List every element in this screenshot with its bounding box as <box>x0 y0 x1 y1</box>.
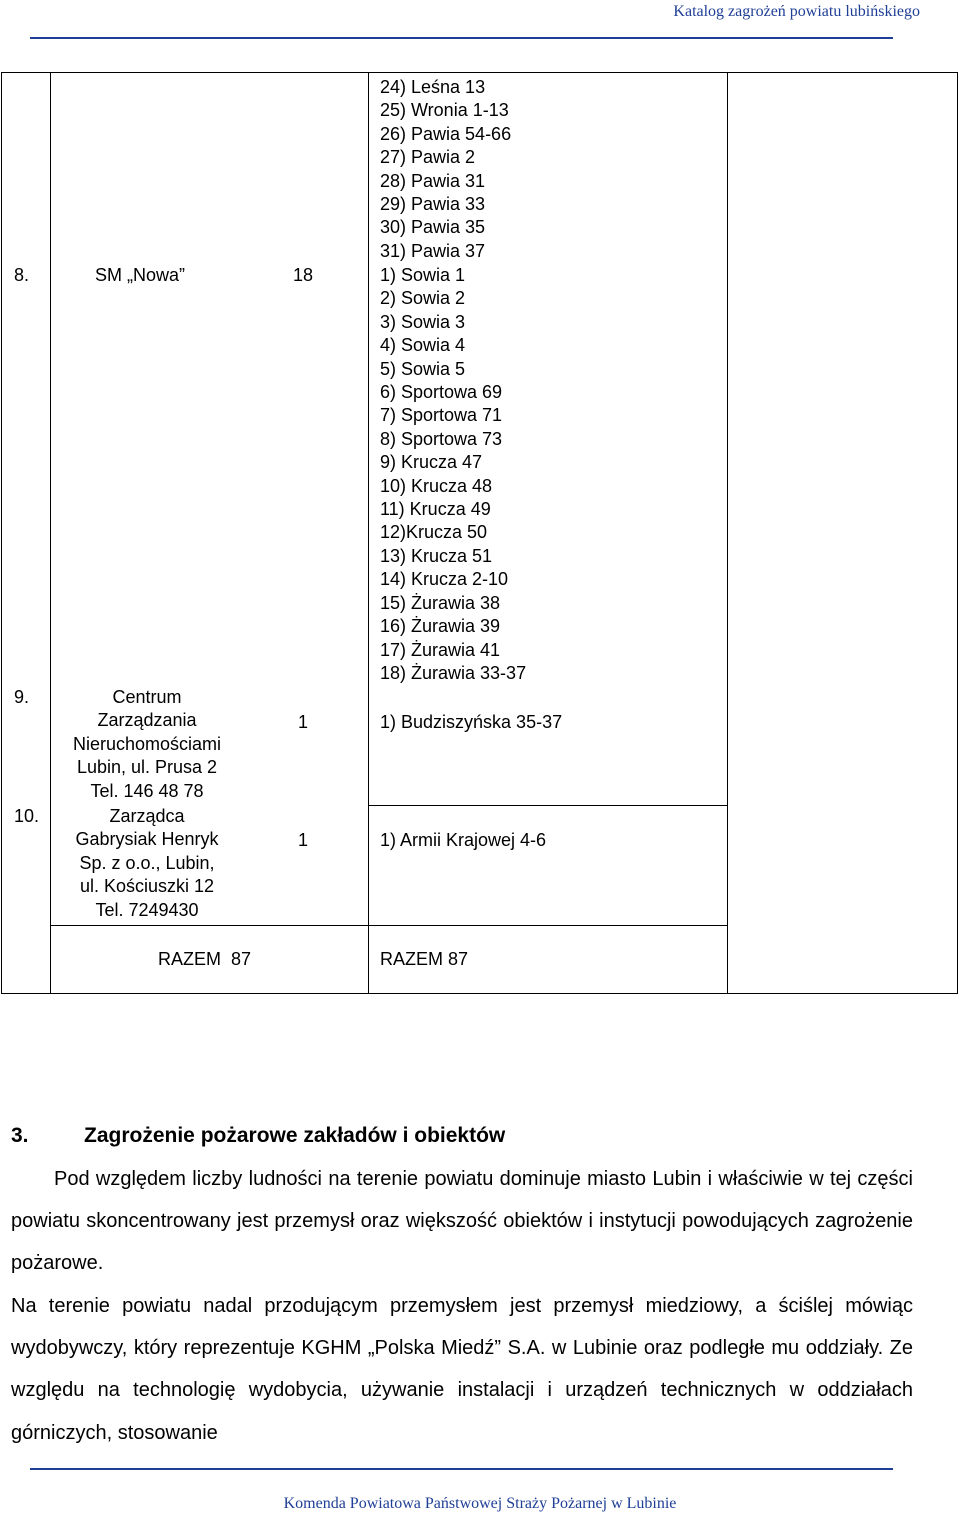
street-item: 2) Sowia 2 <box>380 288 466 309</box>
entity-name-line: Sp. z o.o., Lubin, <box>79 852 215 873</box>
street-item: 1) Armii Krajowej 4-6 <box>380 830 547 850</box>
street-item: 26) Pawia 54-66 <box>380 123 512 144</box>
street-item: 31) Pawia 37 <box>380 240 486 261</box>
street-item: 14) Krucza 2-10 <box>380 569 509 590</box>
entity-name-line: ul. Kościuszki 12 <box>79 876 215 897</box>
section-title: Zagrożenie pożarowe zakładów i obiektów <box>84 1124 506 1147</box>
building-count: 1 <box>298 712 309 732</box>
total-right: RAZEM 87 <box>380 949 469 969</box>
table-row-divider <box>50 925 728 926</box>
table-column-divider <box>368 72 369 994</box>
row-number: 8. <box>14 265 30 285</box>
street-item: 10) Krucza 48 <box>380 475 493 496</box>
street-item: 9) Krucza 47 <box>380 452 483 473</box>
table-column-divider <box>50 72 51 994</box>
entity-name: SM „Nowa” <box>95 265 186 285</box>
street-item: 17) Żurawia 41 <box>380 639 501 660</box>
header-divider <box>30 37 893 39</box>
row-number: 9. <box>14 687 30 707</box>
total-left: RAZEM 87 <box>158 949 252 969</box>
street-item: 13) Krucza 51 <box>380 545 493 566</box>
street-item: 3) Sowia 3 <box>380 311 466 332</box>
table-column-divider <box>727 72 728 994</box>
entity-name-line: Zarządzania <box>97 710 197 731</box>
footer-divider <box>30 1468 893 1470</box>
street-item: 7) Sportowa 71 <box>380 405 503 426</box>
entity-name-line: Nieruchomościami <box>72 733 222 754</box>
street-item: 27) Pawia 2 <box>380 147 476 168</box>
entity-name <box>52 686 242 803</box>
street-item: 1) Budziszyńska 35-37 <box>380 712 563 732</box>
entity-name-line: Zarządca <box>109 806 185 826</box>
street-item: 25) Wronia 1-13 <box>380 100 509 121</box>
street-item: 29) Pawia 33 <box>380 194 486 215</box>
street-item: 4) Sowia 4 <box>380 335 466 356</box>
entity-name-line: Gabrysiak Henryk <box>75 829 219 850</box>
street-item: 30) Pawia 35 <box>380 217 486 238</box>
entity-name-line: Tel. 7249430 <box>95 899 199 920</box>
street-list <box>380 264 526 685</box>
street-item: 15) Żurawia 38 <box>380 592 501 613</box>
entity-name-line: Tel. 146 48 78 <box>90 780 204 801</box>
street-item: 28) Pawia 31 <box>380 170 486 191</box>
section-heading <box>11 1124 505 1148</box>
page-header-title: Katalog zagrożeń powiatu lubińskiego <box>673 3 920 20</box>
street-item: 18) Żurawia 33-37 <box>380 662 527 683</box>
entity-name-line: Centrum <box>112 687 182 707</box>
street-item: 6) Sportowa 69 <box>380 382 503 403</box>
street-item: 16) Żurawia 39 <box>380 616 501 637</box>
table-row-divider <box>368 805 728 806</box>
street-item: 11) Krucza 49 <box>380 499 491 520</box>
street-item: 12)Krucza 50 <box>380 522 488 543</box>
building-count: 18 <box>293 265 314 285</box>
page-footer-title: Komenda Powiatowa Państwowej Straży Pożarnej w Lubinie <box>283 1495 677 1512</box>
street-item: 24) Leśna 13 <box>380 77 486 97</box>
street-item: 1) Sowia 1 <box>380 265 466 285</box>
entity-name <box>52 805 242 922</box>
building-count: 1 <box>298 830 309 850</box>
street-item: 5) Sowia 5 <box>380 358 466 379</box>
section-number: 3. <box>11 1124 29 1147</box>
row-number: 10. <box>14 806 40 826</box>
body-paragraph: Na terenie powiatu nadal przodującym przemysłem jest przemysł miedziowy, a ściślej mówiąc wydobywczy, który reprezentuje KGHM „Polska Miedź” S.A. w Lubinie oraz podległe mu oddziały. Ze względu na technologię wydobycia, używanie instalacji i urządzeń technicznych w oddziałach górniczych, stosowanie <box>11 1295 913 1444</box>
entity-name-line: Lubin, ul. Prusa 2 <box>76 757 218 778</box>
street-list-continued <box>380 76 511 263</box>
street-item: 8) Sportowa 73 <box>380 428 503 449</box>
body-paragraph: Pod względem liczby ludności na terenie powiatu dominuje miasto Lubin i właściwie w tej części powiatu skoncentrowany jest przemysł oraz większość obiektów i instytucji powodujących zagrożenie pożarowe. <box>11 1168 913 1275</box>
